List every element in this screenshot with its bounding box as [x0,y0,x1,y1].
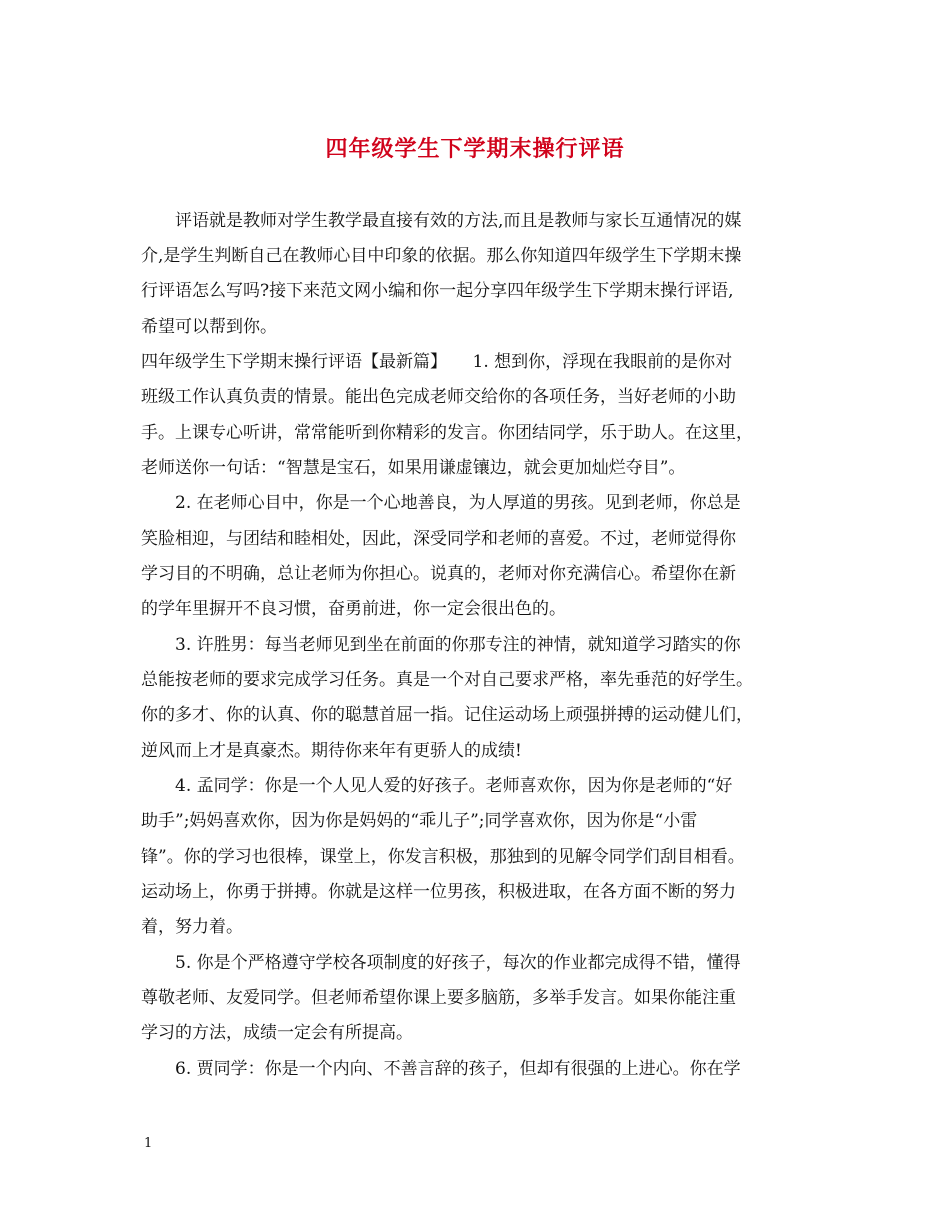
paragraph-line: 班级工作认真负责的情景。能出色完成老师交给你的各项任务，当好老师的小助 [141,387,736,407]
paragraph-line: 手。上课专心听讲，常常能听到你精彩的发言。你团结同学，乐于助人。在这里， [141,423,753,443]
paragraph-line: 助手”;妈妈喜欢你，因为你是妈妈的“乖儿子”;同学喜欢你，因为你是“小雷 [141,811,698,831]
page-number: 1 [144,1136,153,1151]
paragraph-line: 学习的方法，成绩一定会有所提高。 [141,1023,413,1043]
paragraph-line: 锋”。你的学习也很棒，课堂上，你发言积极，那独到的见解令同学们刮目相看。 [141,847,745,867]
paragraph-line: 你的多才、你的认真、你的聪慧首屈一指。记住运动场上顽强拼搏的运动健儿们， [141,705,753,725]
paragraph-line: 逆风而上才是真豪杰。期待你来年有更骄人的成绩! [141,741,522,761]
paragraph-line: 笑脸相迎，与团结和睦相处，因此，深受同学和老师的喜爱。不过，老师觉得你 [141,529,736,549]
paragraph-line: 5. 你是个严格遵守学校各项制度的好孩子，每次的作业都完成得不错，懂得 [175,953,741,973]
paragraph-line: 评语就是教师对学生教学最直接有效的方法,而且是教师与家长互通情况的媒 [175,211,742,231]
paragraph-line: 运动场上，你勇于拼搏。你就是这样一位男孩，积极进取，在各方面不断的努力 [141,882,736,902]
paragraph-line: 尊敬老师、友爱同学。但老师希望你课上要多脑筋，多举手发言。如果你能注重 [141,988,736,1008]
paragraph-line: 行评语怎么写吗?接下来范文网小编和你一起分享四年级学生下学期末操行评语, [141,281,734,301]
paragraph-line: 介,是学生判断自己在教师心目中印象的依据。那么你知道四年级学生下学期末操 [141,246,742,266]
paragraph-line: 希望可以帮到你。 [141,317,277,337]
paragraph-line: 6. 贾同学：你是一个内向、不善言辞的孩子，但却有很强的上进心。你在学 [175,1059,741,1079]
paragraph-line: 3. 许胜男：每当老师见到坐在前面的你那专注的神情，就知道学习踏实的你 [175,635,741,655]
paragraph-line: 2. 在老师心目中，你是一个心地善良，为人厚道的男孩。见到老师，你总是 [175,493,741,513]
paragraph-line: 学习目的不明确，总让老师为你担心。说真的，老师对你充满信心。希望你在新 [141,564,736,584]
document-title: 四年级学生下学期末操行评语 [325,136,625,162]
paragraph-line: 4. 孟同学：你是一个人见人爱的好孩子。老师喜欢你，因为你是老师的“好 [175,776,733,796]
paragraph-line: 着，努力着。 [141,917,243,937]
paragraph-line: 老师送你一句话：“智慧是宝石，如果用谦虚镶边，就会更加灿烂夺目”。 [141,458,686,478]
paragraph-line: 总能按老师的要求完成学习任务。真是一个对自己要求严格，率先垂范的好学生。 [141,670,753,690]
paragraph-line: 的学年里摒开不良习惯，奋勇前进，你一定会很出色的。 [141,599,566,619]
paragraph-line: 四年级学生下学期末操行评语【最新篇】 1. 想到你，浮现在我眼前的是你对 [141,352,733,372]
